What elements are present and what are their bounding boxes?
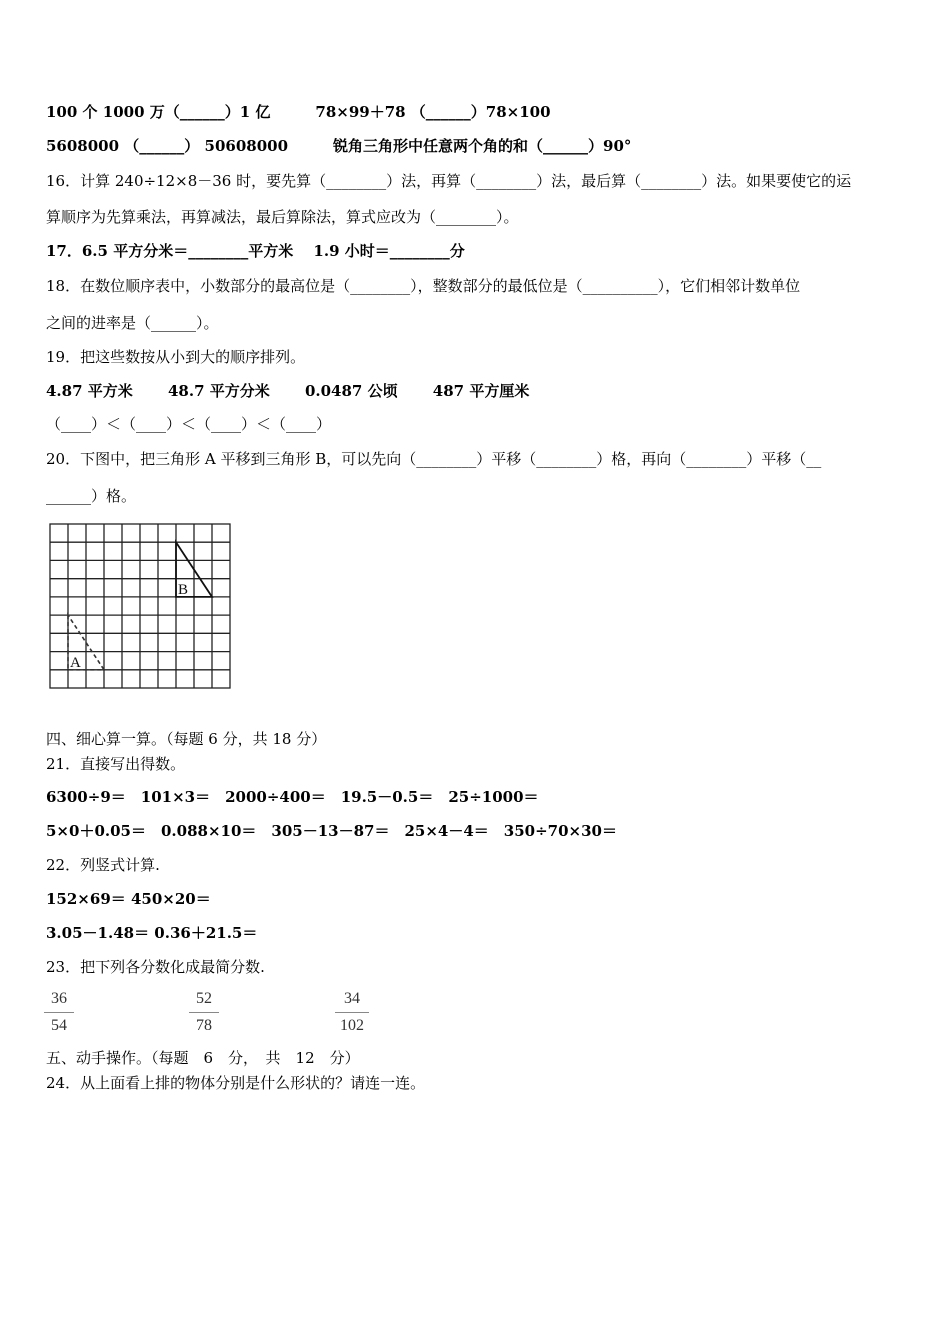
triangle-b-label: B [178,582,189,598]
fraction-1-numerator: 36 [51,990,67,1007]
fraction-1 [44,990,74,1035]
question-18-line-2: 之间的进率是（______）。 [46,314,219,332]
question-18-line-1: 18．在数位顺序表中，小数部分的最高位是（________），整数部分的最低位是（__________），它们相邻计数单位 [46,277,801,295]
fraction-1-denominator: 54 [51,1017,67,1034]
triangle-a-label: A [70,655,81,671]
fraction-2-denominator: 78 [196,1017,212,1034]
question-19-blanks: （____）＜（____）＜（____）＜（____） [46,415,332,433]
question-22: 22．列竖式计算. [46,856,160,874]
question-16-line-2: 算顺序为先算乘法，再算减法，最后算除法，算式应改为（________）。 [46,208,519,226]
fraction-3 [335,990,369,1035]
question-19: 19．把这些数按从小到大的顺序排列。 [46,348,306,366]
question-23: 23．把下列各分数化成最简分数. [46,958,265,976]
question-22-row-2: 3.05－1.48＝ 0.36＋21.5＝ [46,924,258,942]
fraction-3-denominator: 102 [340,1017,364,1034]
question-22-row-1: 152×69＝ 450×20＝ [46,890,211,908]
section-4-heading: 四、细心算一算。（每题 6 分，共 18 分） [46,730,327,748]
question-17: 17．6.5 平方分米＝________平方米 1.9 小时＝________分 [46,242,465,260]
question-20-line-2: ______）格。 [46,487,137,505]
section-5-heading: 五、动手操作。（每题 6 分， 共 12 分） [46,1049,360,1067]
fraction-2-numerator: 52 [196,990,212,1007]
fraction-1-bar [44,1012,74,1013]
question-16-line-1: 16．计算 240÷12×8－36 时，要先算（________）法，再算（________）法，最后算（________）法。如果要使它的运 [46,172,852,190]
compare-line-1: 100 个 1000 万（______）1 亿 78×99＋78 （______）78×100 [46,103,551,121]
question-20-line-1: 20．下图中，把三角形 A 平移到三角形 B，可以先向（________）平移（________）格，再向（________）平移（__ [46,450,822,468]
translation-grid-figure [48,522,232,690]
question-24: 24．从上面看上排的物体分别是什么形状的？请连一连。 [46,1074,426,1092]
question-21: 21．直接写出得数。 [46,755,186,773]
fraction-3-bar [335,1012,369,1013]
fraction-3-numerator: 34 [344,990,360,1007]
fraction-2 [189,990,219,1035]
fraction-2-bar [189,1012,219,1013]
compare-line-2: 5608000 （______） 50608000 锐角三角形中任意两个角的和（______）90° [46,137,632,155]
question-21-row-2: 5×0＋0.05＝ 0.088×10＝ 305－13－87＝ 25×4－4＝ 350÷70×30＝ [46,822,617,840]
question-21-row-1: 6300÷9＝ 101×3＝ 2000÷400＝ 19.5－0.5＝ 25÷1000＝ [46,788,539,806]
question-19-items: 4.87 平方米 48.7 平方分米 0.0487 公顷 487 平方厘米 [46,382,530,400]
